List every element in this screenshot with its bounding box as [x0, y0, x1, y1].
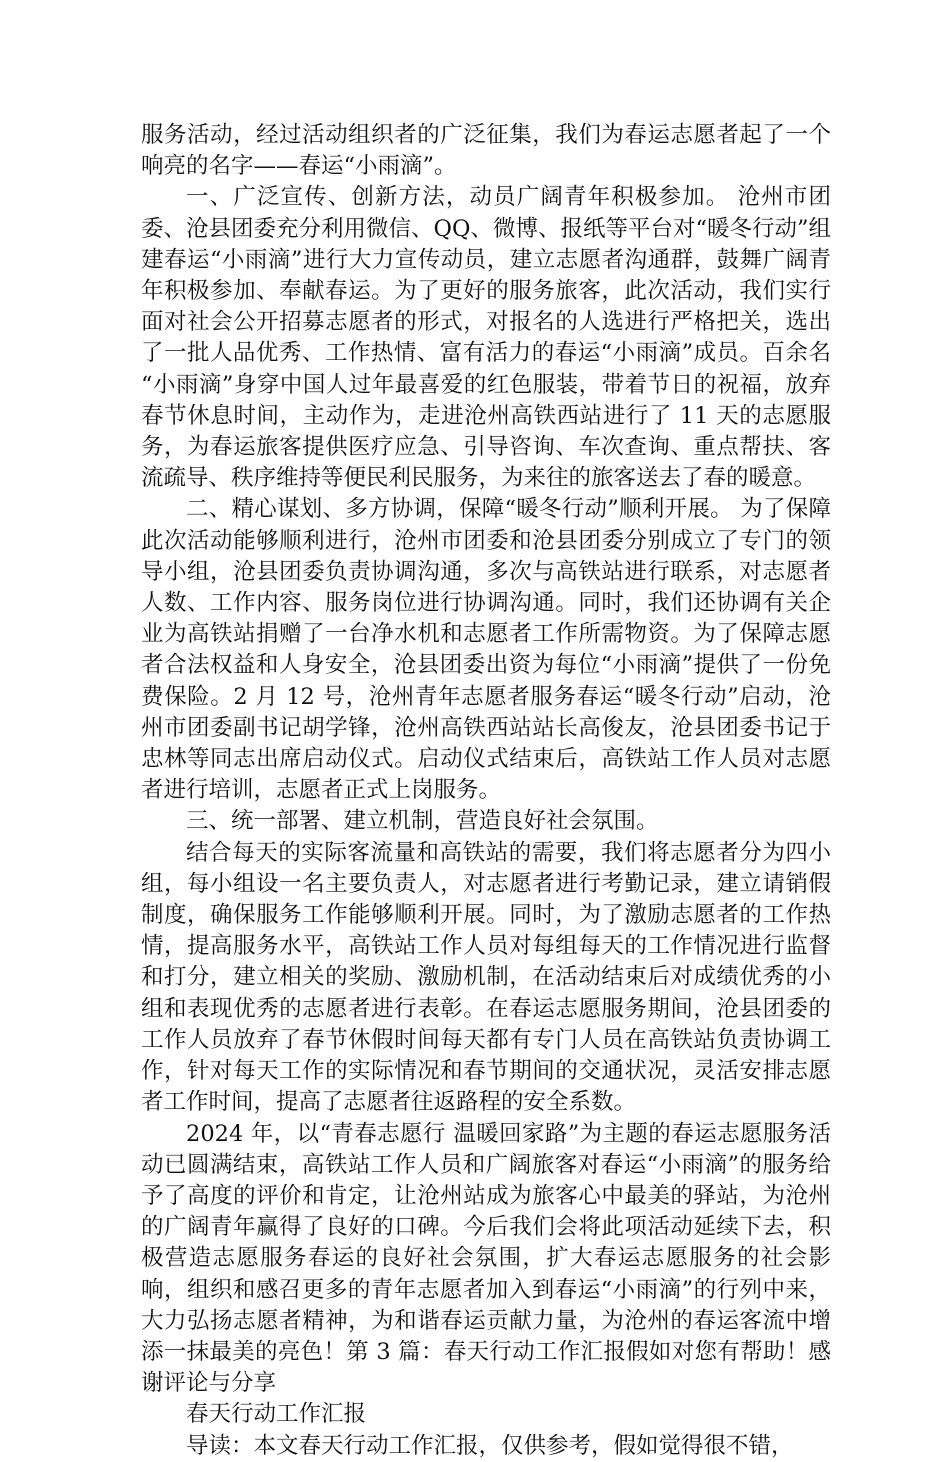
paragraph-conclusion: 2024 年，以“青春志愿行 温暖回家路”为主题的春运志愿服务活动已圆满结束，高铁站工作人员和广阔旅客对春运“小雨滴”的服务给予了高度的评价和肯定，让沧州站成为旅客心中最美的驿站，为沧州的广阔青年赢得了良好的口碑。今后我们会将此项活动延续下去，积极营造志愿服务春运的良好社会氛围，扩大春运志愿服务的社会影响，组织和感召更多的青年志愿者加入到春运“小雨滴”的行列中来，大力弘扬志愿者精神，为和谐春运贡献力量，为沧州的春运客流中增添一抹最美的亮色！第 3 篇：春天行动工作汇报假如对您有帮助！感谢评论与分享 [141, 1120, 831, 1397]
paragraph-section-1: 一、广泛宣传、创新方法，动员广阔青年积极参加。 沧州市团委、沧县团委充分利用微信、QQ、微博、报纸等平台对“暖冬行动”组建春运“小雨滴”进行大力宣传动员，建立志愿者沟通群，鼓舞广阔青年积极参加、奉献春运。为了更好的服务旅客，此次活动，我们实行面对社会公开招募志愿者的形式，对报名的人选进行严格把关，选出了一批人品优秀、工作热情、富有活力的春运“小雨滴”成员。百余名 “小雨滴”身穿中国人过年最喜爱的红色服装，带着节日的祝福，放弃春节休息时间，主动作为，走进沧州高铁西站进行了 11 天的志愿服务，为春运旅客提供医疗应急、引导咨询、车次查询、重点帮扶、客流疏导、秩序维持等便民利民服务，为来往的旅客送去了春的暖意。 [141, 184, 839, 492]
paragraph-section-3-body: 结合每天的实际客流量和高铁站的需要，我们将志愿者分为四小组，每小组设一名主要负责人，对志愿者进行考勤记录，建立请销假制度，确保服务工作能够顺利开展。同时，为了激励志愿者的工作热情，提高服务水平，高铁站工作人员对每组每天的工作情况进行监督和打分，建立相关的奖励、激励机制，在活动结束后对成绩优秀的小组和表现优秀的志愿者进行表彰。在春运志愿服务期间，沧县团委的工作人员放弃了春节休假时间每天都有专门人员在高铁站负责协调工作，针对每天工作的实际情况和春节期间的交通状况，灵活安排志愿者工作时间，提高了志愿者往返路程的安全系数。 [141, 839, 831, 1116]
paragraph-section-3-heading: 三、统一部署、建立机制，营造良好社会氛围。 [186, 808, 659, 835]
paragraph-intro: 服务活动，经过活动组织者的广泛征集，我们为春运志愿者起了一个响亮的名字——春运“小雨滴”。 [141, 122, 831, 180]
document-page [141, 120, 839, 1462]
article-title: 春天行动工作汇报 [186, 1401, 367, 1428]
article-lead: 导读：本文春天行动工作汇报，仅供参考，假如觉得很不错， [186, 1432, 794, 1459]
paragraph-section-2: 二、精心谋划、多方协调，保障“暖冬行动”顺利开展。 为了保障此次活动能够顺利进行，沧州市团委和沧县团委分别成立了专门的领导小组，沧县团委负责协调沟通，多次与高铁站进行联系，对志愿者人数、工作内容、服务岗位进行协调沟通。同时，我们还协调有关企业为高铁站捐赠了一台净水机和志愿者工作所需物资。为了保障志愿者合法权益和人身安全，沧县团委出资为每位“小雨滴”提供了一份免费保险。2 月 12 号，沧州青年志愿者服务春运“暖冬行动”启动，沧州市团委副书记胡学锋，沧州高铁西站站长高俊友，沧县团委书记于忠林等同志出席启动仪式。启动仪式结束后，高铁站工作人员对志愿者进行培训，志愿者正式上岗服务。 [141, 496, 831, 804]
